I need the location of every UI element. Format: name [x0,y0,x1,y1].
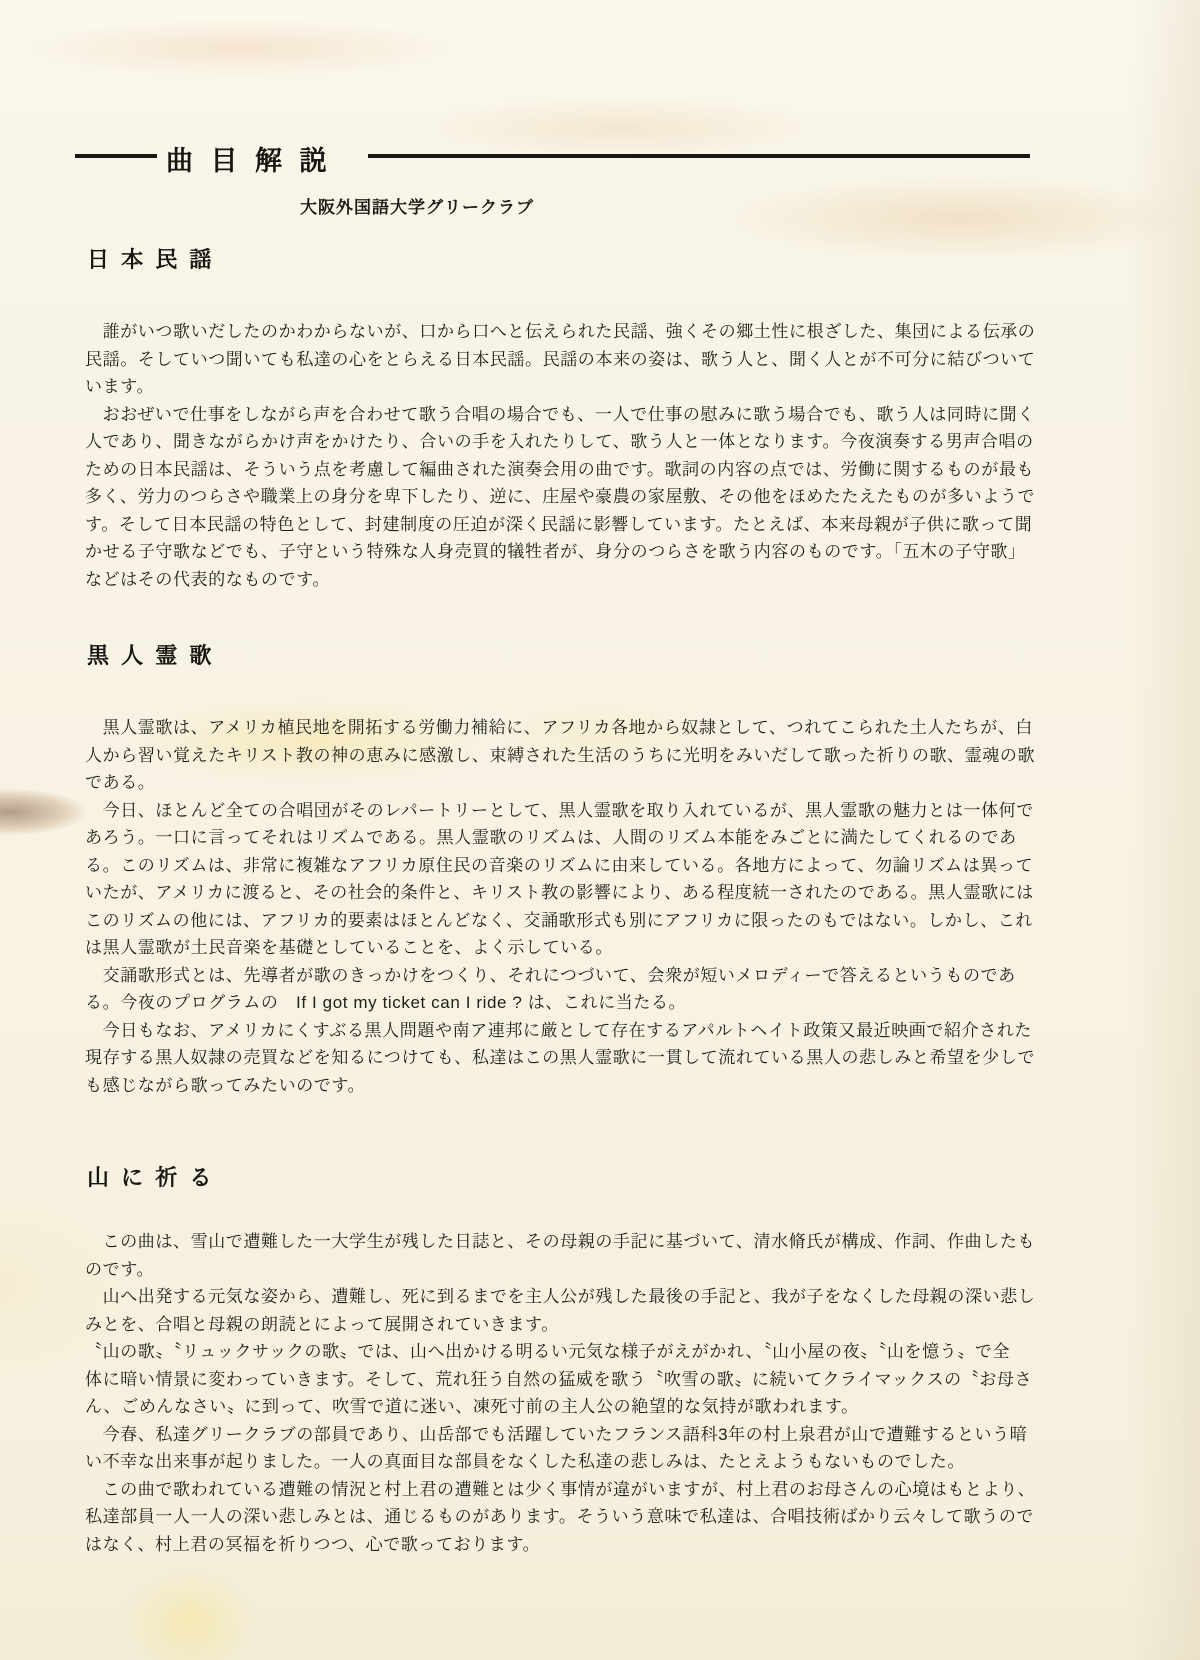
text-line: 人であり、聞きながらかけ声をかけたり、合いの手を入れたりして、歌う人と一体となります。今夜演奏する男声合唱の [85,432,1034,451]
text-line: は黒人霊歌が土民音楽を基礎としていることを、よく示している。 [85,938,613,957]
text-line: かせる子守歌などでも、子守という特殊な人身売買的犠牲者が、身分のつらさを歌う内容のものです。「五木の子守歌」 [85,542,1026,561]
section-title: 山 に 祈 る [87,1165,215,1190]
section [85,243,1065,593]
text-line: る。このリズムは、非常に複雑なアフリカ原住民の音楽のリズムに由来している。各地方によって、勿論リズムは異って [85,855,1034,875]
paragraph [85,318,1065,401]
paragraph [85,962,1065,1017]
text-line: 山へ出発する元気な姿から、遭難し、死に到るまでを主人公が残した最後の手記と、我が子をなくした母親の深い悲し [85,1287,1036,1306]
paragraph [85,1338,1065,1421]
text-line: も感じながら歌ってみたいのです。 [85,1075,366,1095]
text-line: この曲で歌われている遭難の情況と村上君の遭難とは少く事情が違がいますが、村上君のお母さんの心境はもとより、 [85,1479,1036,1499]
section [85,1161,1065,1558]
text-line: あろう。一口に言ってそれはリズムである。黒人霊歌のリズムは、人間のリズム本能をみごとに満たしてくれるのであ [85,828,1017,847]
paragraph [85,714,1065,797]
text-line: 今春、私達グリークラブの部員であり、山岳部でも活躍していたフランス語科3年の村上泉君が山で遭難するという暗 [85,1424,1028,1444]
text-line: はなく、村上君の冥福を祈りつつ、心で歌っております。 [85,1534,541,1554]
text-line: 民謡。そしていつ聞いても私達の心をとらえる日本民謡。民謡の本来の姿は、歌う人と、聞く人とが不可分に結びついて [85,349,1036,369]
text-line: いたが、アメリカに渡ると、その社会的条件と、キリスト教の影響により、ある程度統一されたのである。黒人霊歌には [85,883,1034,902]
header-rule-left [75,154,157,158]
text-line: ための日本民謡は、そういう点を考慮して編曲された演奏会用の曲です。歌詞の内容の点では、労働に関するものが最も [85,459,1035,479]
club-name-subtitle: 大阪外国語大学グリークラブ [300,198,534,217]
text-line: このリズムの他には、アフリカ的要素はほとんどなく、交誦歌形式も別にアフリカに限ったのもではない。しかし、これ [85,910,1034,930]
text-line: 人から習い覚えたキリスト教の神の恵みに感激し、束縛された生活のうちに光明をみいだして歌った祈りの歌、霊魂の歌 [85,745,1036,765]
section-title: 黒 人 霊 歌 [87,643,215,668]
text-line: 今日もなお、アメリカにくすぶる黒人問題や南ア連邦に厳として存在するアパルトヘイト政策又最近映画で紹介された [85,1020,1032,1040]
text-line: である。 [85,773,156,792]
paragraph [85,1421,1065,1476]
paragraph [85,1017,1065,1100]
text-line: のです。 [85,1259,155,1279]
header-rule-right [368,154,1030,158]
text-line: 交誦歌形式とは、先導者が歌のきっかけをつくり、それにつづいて、会衆が短いメロディーで答えるというものであ [85,965,1016,985]
text-line: 現存する黒人奴隷の売買などを知るにつけても、私達はこの黒人霊歌に一貫して流れている黒人の悲しみと希望を少しで [85,1048,1036,1067]
text-line: います。 [85,377,155,396]
text-line: 今日、ほとんど全ての合唱団がそのレパートリーとして、黒人霊歌を取り入れているが、黒人霊歌の魅力とは一体何で [85,800,1034,820]
paragraph [85,797,1065,962]
text-line: す。そして日本民謡の特色として、封建制度の圧迫が深く民謡に影響しています。たとえば、本来母親が子供に歌って聞 [85,514,1033,534]
text-line: 私達部員一人一人の深い悲しみとは、通じるものがあります。そういう意味で私達は、合唱技術ばかり云々して歌うので [85,1507,1035,1526]
text-line: おおぜいで仕事をしながら声を合わせて歌う合唱の場合でも、一人で仕事の慰みに歌う場合でも、歌う人は同時に聞く [85,404,1035,424]
text-line: 体に暗い情景に変わっていきます。そして、荒れ狂う自然の猛威を歌う〝吹雪の歌〟に続いてクライマックスの〝お母さ [85,1369,1033,1389]
text-line: 黒人霊歌は、アメリカ植民地を開拓する労働力補給に、アフリカ各地から奴隷として、つれてこられた土人たちが、白 [85,718,1034,737]
section-title: 日 本 民 謡 [87,247,215,272]
page-title: 曲 目 解 説 [166,146,332,176]
paragraph [85,1228,1065,1283]
paragraph [85,401,1065,594]
paragraph [85,1476,1065,1559]
text-line: 誰がいつ歌いだしたのかわからないが、口から口へと伝えられた民謡、強くその郷土性に根ざした、集団による伝承の [85,322,1036,341]
text-line: 多く、労力のつらさや職業上の身分を卑下したり、逆に、庄屋や豪農の家屋敷、その他をほめたたえたものが多いようで [85,487,1036,506]
text-line: ん、ごめんなさい〟に到って、吹雪で道に迷い、凍死寸前の主人公の絶望的な気持が歌われます。 [85,1397,859,1416]
sections [85,243,1065,1558]
text-line: この曲は、雪山で遭難した一大学生が残した日誌と、その母親の手記に基づいて、清水脩氏が構成、作詞、作曲したも [85,1232,1036,1251]
text-line: などはその代表的なものです。 [85,569,331,589]
text-line: 〝山の歌〟〝リュックサックの歌〟では、山へ出かける明るい元気な様子がえがかれ、〝山小屋の夜〟〝山を憶う〟で全 [85,1342,1011,1361]
text-line: みとを、合唱と母親の朗読とによって展開されていきます。 [85,1314,559,1334]
section [85,639,1065,1099]
text-line: い不幸な出来事が起りました。一人の真面目な部員をなくした私達の悲しみは、たとえようもないものでした。 [85,1452,965,1471]
text-line: る。今夜のプログラムの If I got my ticket can I ride ? は、これに当たる。 [85,993,687,1012]
paragraph [85,1283,1065,1338]
